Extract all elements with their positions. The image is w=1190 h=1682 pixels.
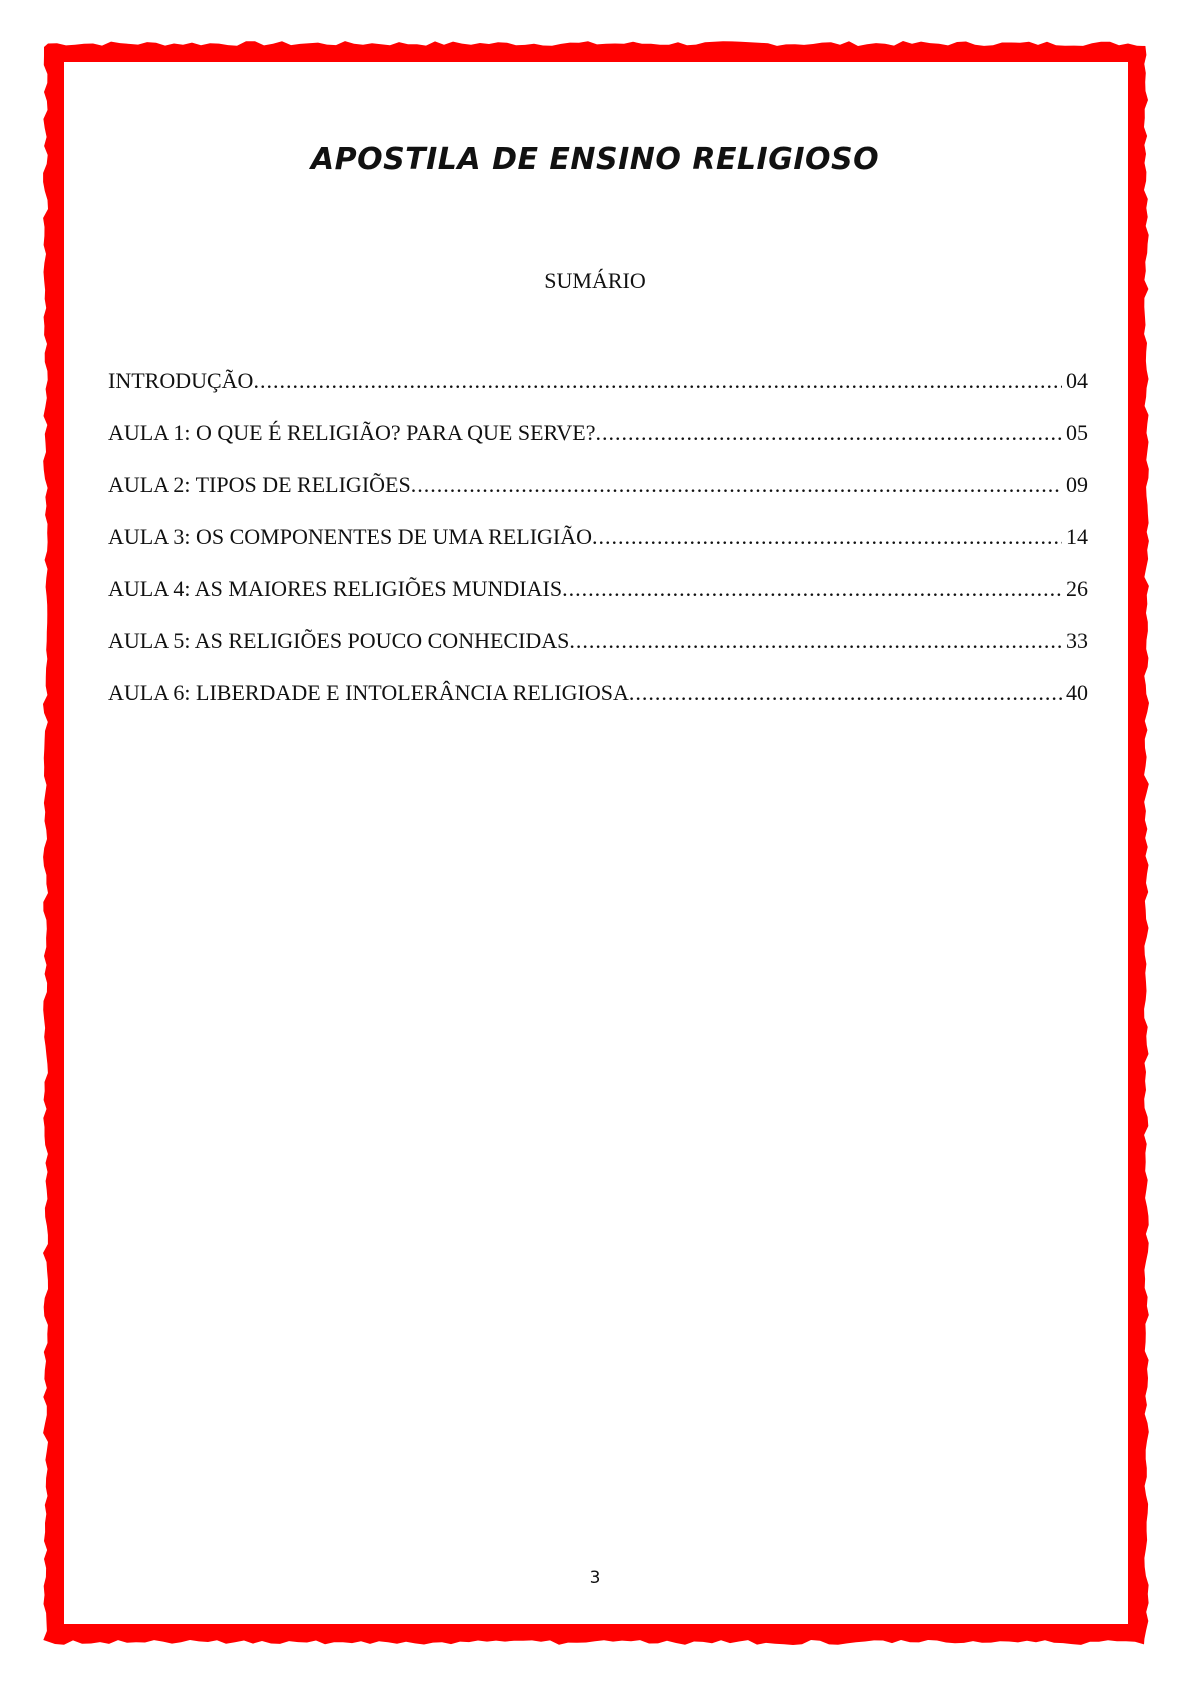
toc-leader-dots [411, 472, 1062, 498]
toc-entry-page: 09 [1066, 472, 1088, 497]
toc-leader-dots [629, 680, 1062, 706]
toc-entry-label: AULA 2: TIPOS DE RELIGIÕES [108, 472, 411, 497]
toc-leader-dots [562, 576, 1062, 602]
toc-entry-page: 05 [1066, 420, 1088, 445]
page-title: APOSTILA DE ENSINO RELIGIOSO [310, 142, 880, 177]
toc-leader-dots [253, 368, 1062, 394]
table-of-contents [108, 368, 1088, 732]
toc-entry-label: AULA 3: OS COMPONENTES DE UMA RELIGIÃO [108, 524, 593, 549]
toc-entry-page: 04 [1066, 368, 1088, 393]
toc-entry-page: 14 [1066, 524, 1088, 549]
page-number: 3 [589, 1568, 601, 1588]
toc-entry[interactable] [108, 628, 1088, 680]
toc-entry-page: 26 [1066, 576, 1088, 601]
toc-leader-dots [569, 628, 1062, 654]
toc-entry[interactable] [108, 680, 1088, 732]
toc-entry-label: AULA 5: AS RELIGIÕES POUCO CONHECIDAS [108, 628, 570, 653]
toc-entry-label: INTRODUÇÃO [108, 368, 254, 393]
toc-entry-label: AULA 1: O QUE É RELIGIÃO? PARA QUE SERVE? [108, 420, 596, 445]
toc-entry[interactable] [108, 368, 1088, 420]
toc-entry[interactable] [108, 576, 1088, 628]
toc-entry-label: AULA 6: LIBERDADE E INTOLERÂNCIA RELIGIOSA [108, 680, 629, 705]
toc-entry[interactable] [108, 472, 1088, 524]
toc-entry[interactable] [108, 524, 1088, 576]
toc-leader-dots [596, 420, 1062, 446]
toc-entry[interactable] [108, 420, 1088, 472]
toc-heading: SUMÁRIO [544, 268, 646, 293]
toc-entry-page: 33 [1066, 628, 1088, 653]
toc-entry-page: 40 [1066, 680, 1088, 705]
toc-leader-dots [592, 524, 1062, 550]
toc-entry-label: AULA 4: AS MAIORES RELIGIÕES MUNDIAIS [108, 576, 563, 601]
